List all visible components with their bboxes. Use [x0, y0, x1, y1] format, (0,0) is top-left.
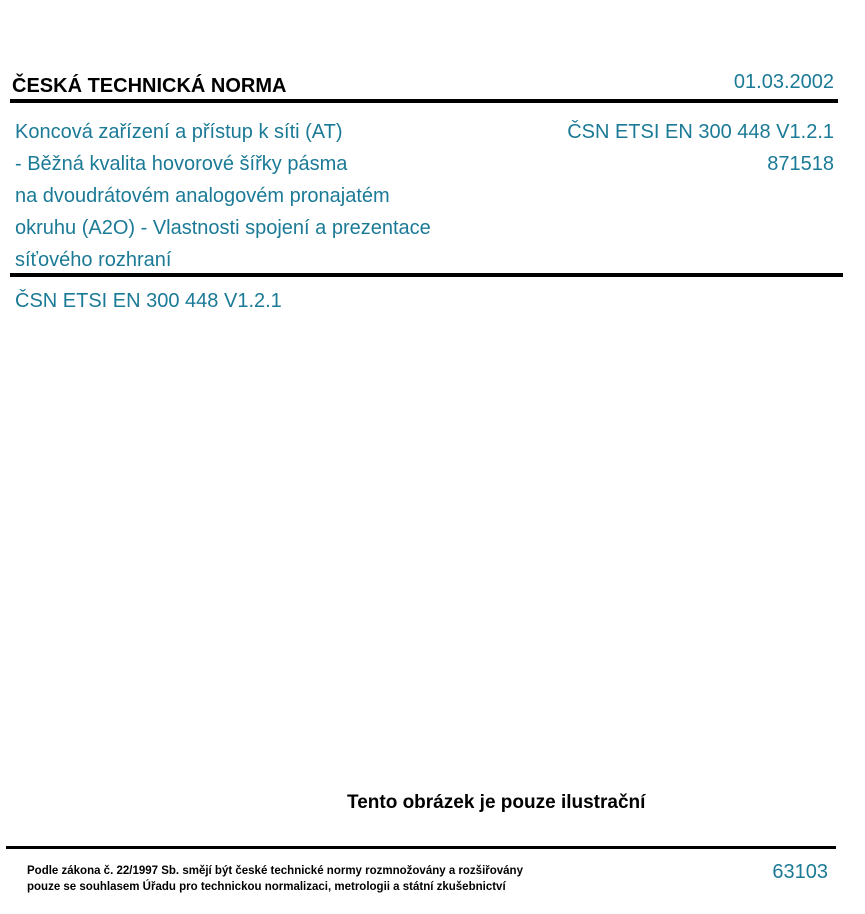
- legal-line: Podle zákona č. 22/1997 Sb. smějí být české technické normy rozmnožovány a rozšiřovány: [27, 865, 523, 877]
- issue-date: 01.03.2002: [733, 71, 834, 93]
- standard-designation: ČSN ETSI EN 300 448 V1.2.1: [567, 121, 834, 143]
- subject-line: - Běžná kvalita hovorové šířky pásma: [15, 153, 348, 175]
- header-divider: [10, 99, 838, 103]
- section-divider: [10, 273, 843, 277]
- subject-line: síťového rozhraní: [15, 249, 172, 271]
- subject-line: okruhu (A2O) - Vlastnosti spojení a prezentace: [15, 217, 431, 239]
- subject-line: na dvoudrátovém analogovém pronajatém: [15, 185, 390, 207]
- legal-notice: [27, 863, 523, 895]
- subject-line: Koncová zařízení a přístup k síti (AT): [15, 121, 343, 143]
- catalog-number: 63103: [772, 861, 828, 883]
- legal-line: pouze se souhlasem Úřadu pro technickou normalizaci, metrologii a státní zkušebnictví: [27, 881, 506, 893]
- standard-identifiers: [567, 116, 834, 180]
- standard-designation-repeat: ČSN ETSI EN 300 448 V1.2.1: [15, 290, 282, 312]
- illustration-note: Tento obrázek je pouze ilustrační: [347, 792, 646, 813]
- document-heading: ČESKÁ TECHNICKÁ NORMA: [12, 75, 287, 97]
- standard-subject: [15, 116, 515, 276]
- footer-divider: [6, 846, 836, 849]
- classification-number: 871518: [767, 153, 834, 175]
